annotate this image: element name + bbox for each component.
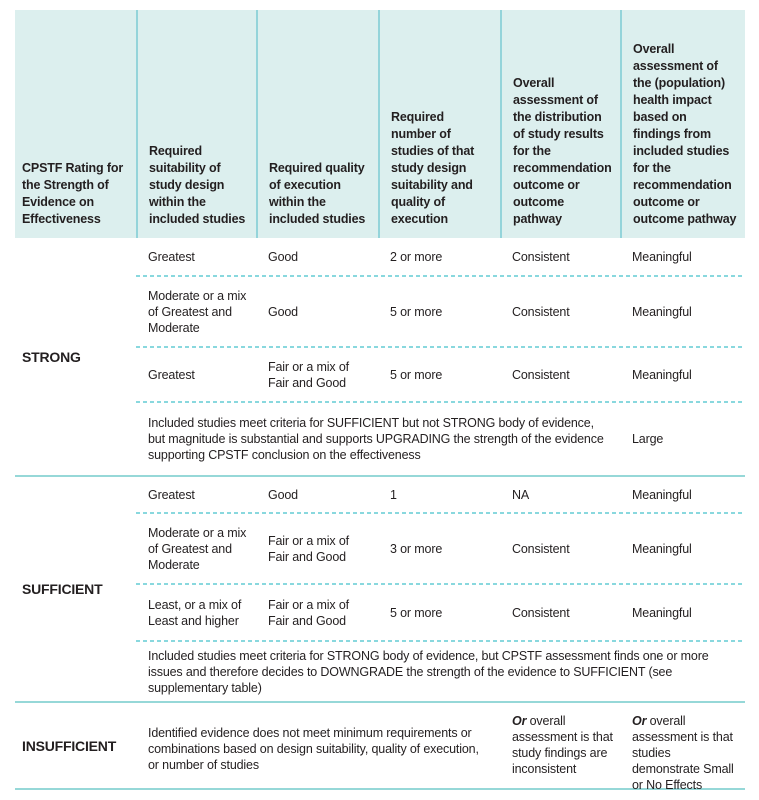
header-text: CPSTF Rating for the Strength of Evidence on Effectiveness [22,161,124,226]
header-text: Overall assessment of the distribution of study results for the recommendation outcome or outcome pathway [513,76,612,226]
header-suitability [136,10,256,238]
cell-impact: Meaningful [632,367,692,382]
table-row-upgrade-note [136,403,745,475]
cell-quality: Fair or a mix of Fair and Good [268,533,349,564]
table-row [136,514,745,583]
cell-distribution: NA [512,487,530,502]
header-distribution [500,10,620,238]
table-row [136,477,745,512]
insufficient-impact-note [620,703,745,795]
upgrade-note-text: Included studies meet criteria for SUFFICIENT but not STRONG body of evidence, but magnitude is substantial and supports UPGRADING the strength of the evidence supporting CPSTF conclusion on the effectiveness [148,416,604,462]
cell-number: 5 or more [390,367,443,382]
cell-number: 5 or more [390,304,443,319]
cell-suitability: Greatest [148,249,195,264]
table-row [136,703,745,792]
rating-label-insufficient: INSUFFICIENT [22,737,117,754]
cell-impact: Meaningful [632,605,692,620]
cell-impact: Meaningful [632,487,692,502]
table-row-downgrade-note [136,642,745,701]
insufficient-description: Identified evidence does not meet minimum requirements or combinations based on design suitability, quality of execution, or number of studies [148,726,479,772]
cell-impact: Large [632,432,664,446]
table-row [136,585,745,640]
header-text: Required number of studies of that study design suitability and quality of execution [391,110,475,226]
section-sufficient [15,477,745,701]
section-strong-rows [136,238,745,475]
section-insufficient-rows [136,703,745,792]
table-row [136,277,745,346]
cell-number: 3 or more [390,541,443,556]
section-insufficient [15,703,745,792]
or-note-text: overall assessment is that study findings are inconsistent [512,714,613,776]
cell-distribution: Consistent [512,249,570,264]
table-row [136,348,745,401]
header-number-of-studies [378,10,500,238]
cell-impact: Meaningful [632,541,692,556]
rating-label-sufficient: SUFFICIENT [22,581,103,597]
cell-distribution: Consistent [512,605,570,620]
cell-suitability: Greatest [148,367,195,382]
cell-quality: Good [268,304,298,319]
or-note-text: overall assessment is that studies demonstrate Small or No Effects [632,714,734,792]
cell-impact: Meaningful [632,249,692,264]
header-text: Overall assessment of the (population) health impact based on findings from included studies for the recommendation outcome or outcome pathway [633,42,737,226]
cell-suitability: Greatest [148,487,195,502]
downgrade-note-text: Included studies meet criteria for STRONG body of evidence, but CPSTF assessment finds one or more issues and therefore decides to DOWNGRADE the strength of the evidence to SUFFICIENT (see supplementary table) [148,648,709,695]
header-text: Required suitability of study design within the included studies [149,144,246,226]
header-text: Required quality of execution within the included studies [269,161,366,226]
cell-quality: Good [268,249,298,264]
cell-number: 5 or more [390,605,443,620]
header-health-impact [620,10,745,238]
cell-distribution: Consistent [512,541,570,556]
table-row [136,238,745,275]
evidence-rating-table [15,10,745,790]
or-emphasis: Or [512,714,527,728]
section-sufficient-rows [136,477,745,701]
cell-distribution: Consistent [512,367,570,382]
header-cpstf-rating [15,10,136,238]
cell-number: 2 or more [390,249,443,264]
cell-suitability: Least, or a mix of Least and higher [148,597,242,628]
section-strong [15,238,745,475]
header-quality [256,10,378,238]
cell-number: 1 [390,487,397,502]
insufficient-distribution-note [500,703,620,795]
cell-suitability: Moderate or a mix of Greatest and Moderate [148,288,247,335]
cell-impact: Meaningful [632,304,692,319]
cell-quality: Fair or a mix of Fair and Good [268,359,349,390]
rating-label-strong: STRONG [22,348,81,365]
cell-quality: Fair or a mix of Fair and Good [268,597,349,628]
table-header-row [15,10,745,238]
cell-suitability: Moderate or a mix of Greatest and Moderate [148,525,247,572]
cell-distribution: Consistent [512,304,570,319]
cell-quality: Good [268,487,298,502]
or-emphasis: Or [632,714,647,728]
